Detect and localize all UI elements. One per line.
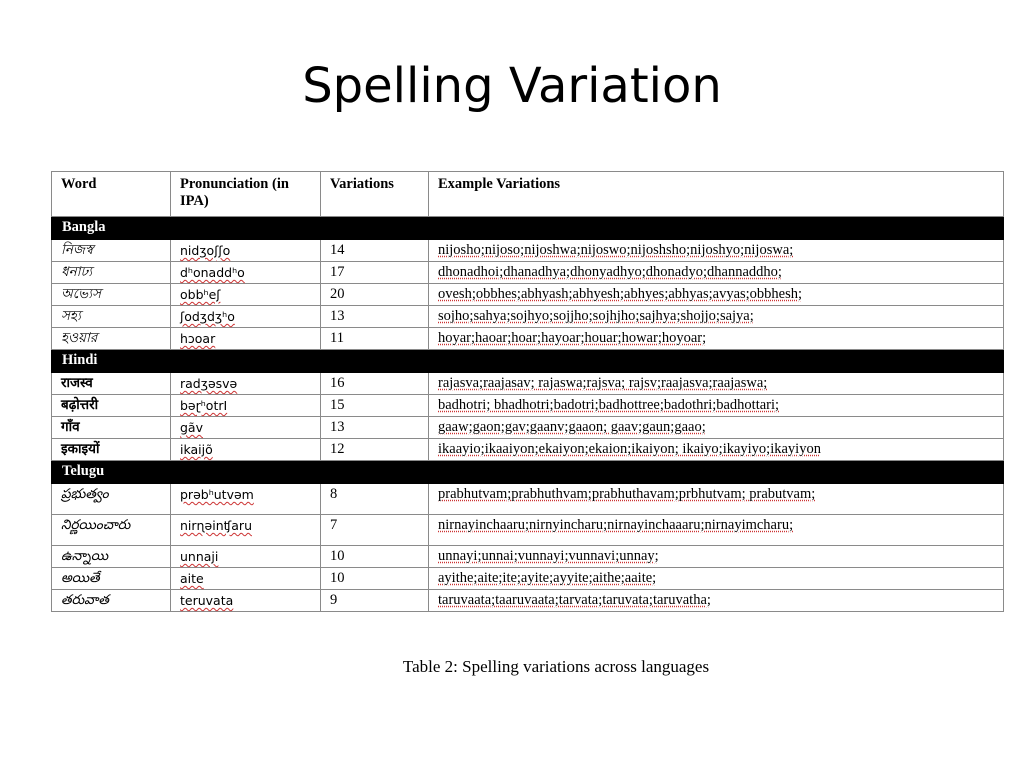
examples-cell: ovesh;obbhes;abhyash;abhyesh;abhyes;abhyas;avyas;obbhesh; — [429, 284, 1004, 306]
table-row — [52, 262, 1004, 284]
variation-count-cell: 16 — [321, 373, 429, 395]
table-row — [52, 306, 1004, 328]
table-row — [52, 546, 1004, 568]
variation-count-cell: 12 — [321, 439, 429, 461]
ipa-cell: ikaijõ — [171, 439, 321, 461]
language-section-row — [52, 461, 1004, 484]
variation-count-cell: 10 — [321, 546, 429, 568]
header-example-variations: Example Variations — [429, 172, 1004, 217]
word-cell: ধনাঢ্য — [52, 262, 171, 284]
table-row — [52, 568, 1004, 590]
language-section-row — [52, 217, 1004, 240]
language-label: Hindi — [52, 350, 1004, 373]
examples-cell: ikaayio;ikaaiyon;ekaiyon;ekaion;ikaiyon; ikaiyo;ikayiyo;ikayiyon — [429, 439, 1004, 461]
variation-count-cell: 8 — [321, 484, 429, 515]
word-cell: অভ্যেস — [52, 284, 171, 306]
ipa-cell: gãv — [171, 417, 321, 439]
examples-cell: unnayi;unnai;vunnayi;vunnavi;unnay; — [429, 546, 1004, 568]
ipa-cell: nirɳəinʧaru — [171, 515, 321, 546]
variation-count-cell: 7 — [321, 515, 429, 546]
word-cell: इकाइयों — [52, 439, 171, 461]
variation-count-cell: 14 — [321, 240, 429, 262]
slide-title: Spelling Variation — [302, 58, 722, 114]
ipa-cell: obbʰeʃ — [171, 284, 321, 306]
table-caption: Table 2: Spelling variations across languages — [402, 657, 710, 676]
table-row — [52, 240, 1004, 262]
spelling-variation-table-container — [51, 171, 1004, 612]
examples-cell: sojho;sahya;sojhyo;sojjho;sojhjho;sajhya;shojjo;sajya; — [429, 306, 1004, 328]
variation-count-cell: 11 — [321, 328, 429, 350]
examples-cell: taruvaata;taaruvaata;tarvata;taruvata;taruvatha; — [429, 590, 1004, 612]
word-cell: తరువాత — [52, 590, 171, 612]
language-section-row — [52, 350, 1004, 373]
word-cell: गाँव — [52, 417, 171, 439]
ipa-cell: radʒəsvə — [171, 373, 321, 395]
word-cell: ఉన్నాయి — [52, 546, 171, 568]
table-row — [52, 284, 1004, 306]
language-label: Bangla — [52, 217, 1004, 240]
variation-count-cell: 10 — [321, 568, 429, 590]
examples-cell: hoyar;haoar;hoar;hayoar;houar;howar;hoyoar; — [429, 328, 1004, 350]
word-cell: নিজস্ব — [52, 240, 171, 262]
variation-count-cell: 13 — [321, 306, 429, 328]
ipa-cell: ʃodʒdʒʰo — [171, 306, 321, 328]
ipa-cell: unnaji — [171, 546, 321, 568]
word-cell: राजस्व — [52, 373, 171, 395]
word-cell: बढ़ोत्तरी — [52, 395, 171, 417]
examples-cell: prabhutvam;prabhuthvam;prabhuthavam;prbhutvam; prabutvam; — [429, 484, 1004, 515]
table-row — [52, 590, 1004, 612]
table-row — [52, 515, 1004, 546]
spelling-variation-table — [51, 171, 1004, 612]
ipa-cell: nidʒoʃʃo — [171, 240, 321, 262]
variation-count-cell: 20 — [321, 284, 429, 306]
examples-cell: gaaw;gaon;gav;gaanv;gaaon; gaav;gaun;gaao; — [429, 417, 1004, 439]
examples-cell: rajasva;raajasav; rajaswa;rajsva; rajsv;raajasva;raajaswa; — [429, 373, 1004, 395]
examples-cell: ayithe;aite;ite;ayite;ayyite;aithe;aaite; — [429, 568, 1004, 590]
ipa-cell: aite — [171, 568, 321, 590]
variation-count-cell: 17 — [321, 262, 429, 284]
examples-cell: nirnayinchaaru;nirnyincharu;nirnayinchaaaru;nirnayimcharu; — [429, 515, 1004, 546]
variation-count-cell: 9 — [321, 590, 429, 612]
table-header-row — [52, 172, 1004, 217]
variation-count-cell: 13 — [321, 417, 429, 439]
language-label: Telugu — [52, 461, 1004, 484]
variation-count-cell: 15 — [321, 395, 429, 417]
word-cell: ప్రభుత్వం — [52, 484, 171, 515]
examples-cell: badhotri; bhadhotri;badotri;badhottree;badothri;badhottari; — [429, 395, 1004, 417]
table-row — [52, 417, 1004, 439]
table-row — [52, 373, 1004, 395]
word-cell: నిర్ణయించారు — [52, 515, 171, 546]
table-row — [52, 484, 1004, 515]
ipa-cell: hɔoar — [171, 328, 321, 350]
table-body — [52, 217, 1004, 612]
ipa-cell: dʰonaddʰo — [171, 262, 321, 284]
ipa-cell: prəbʰutvəm — [171, 484, 321, 515]
word-cell: সহ্য — [52, 306, 171, 328]
ipa-cell: bəɽʰotrI — [171, 395, 321, 417]
header-word: Word — [52, 172, 171, 217]
word-cell: అయితే — [52, 568, 171, 590]
table-row — [52, 439, 1004, 461]
header-variations: Variations — [321, 172, 429, 217]
ipa-cell: teruvata — [171, 590, 321, 612]
word-cell: হওয়ার — [52, 328, 171, 350]
examples-cell: dhonadhoi;dhanadhya;dhonyadhyo;dhonadyo;dhannaddho; — [429, 262, 1004, 284]
header-pronunciation: Pronunciation (in IPA) — [171, 172, 321, 217]
table-row — [52, 395, 1004, 417]
table-row — [52, 328, 1004, 350]
examples-cell: nijosho;nijoso;nijoshwa;nijoswo;nijoshsho;nijoshyo;nijoswa; — [429, 240, 1004, 262]
